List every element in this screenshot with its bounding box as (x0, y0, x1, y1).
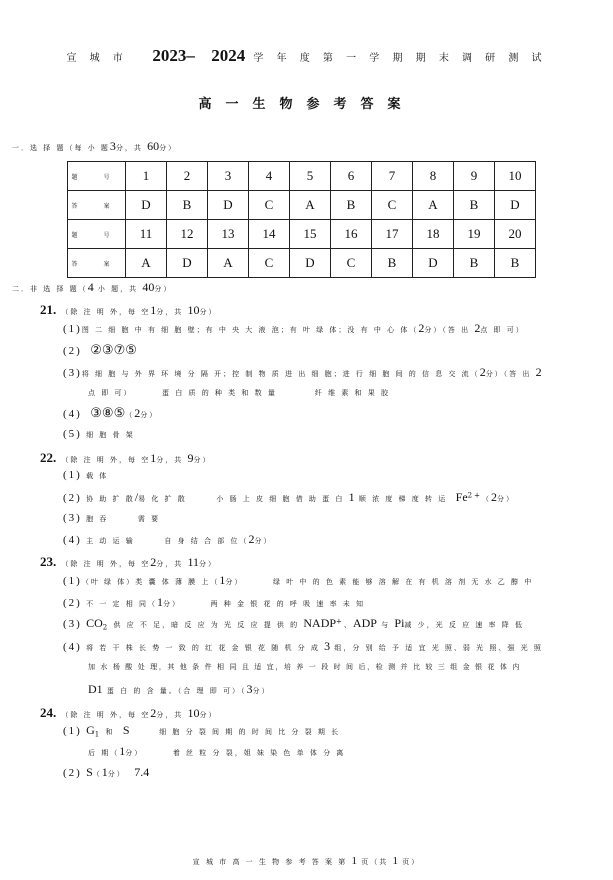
question-number: 8 (413, 162, 454, 191)
question-23-heading: 23. （除 注 明 外，每 空2分，共 11分） (40, 554, 218, 569)
answer-cell: C (249, 191, 290, 220)
question-number: 3 (208, 162, 249, 191)
answer-cell: A (290, 191, 331, 220)
row-label: 题 号 (68, 162, 126, 191)
question-number: 9 (454, 162, 495, 191)
question-number: 17 (372, 220, 413, 249)
q24-part-1-cont: 后 期（1分） 着 丝 粒 分 裂，姐 妹 染 色 单 体 分 离 (88, 744, 346, 758)
question-number: 7 (372, 162, 413, 191)
question-number: 4 (249, 162, 290, 191)
q23-part-2: (2) 不 一 定 相 同（1分） 两 种 金 银 花 的 呼 吸 速 率 未 知 (63, 595, 366, 609)
question-number: 18 (413, 220, 454, 249)
answer-cell: D (126, 191, 167, 220)
table-row (68, 162, 536, 191)
q23-part-4: (4) 将 若 干 株 长 势 一 致 的 红 花 金 银 花 随 机 分 成 3 组，分 别 给 予 适 宜 光 照、弱 光 照、强 光 照 (63, 639, 543, 653)
exam-title: 宣 城 市 2023– 2024 学 年 度 第 一 学 期 期 末 调 研 测 试 (66, 46, 547, 65)
question-number: 6 (331, 162, 372, 191)
q22-part-1: (1) 载 体 (63, 469, 109, 481)
table-row (68, 191, 536, 220)
answer-cell: C (372, 191, 413, 220)
question-22-heading: 22. （除 注 明 外，每 空1分，共 9分） (40, 450, 212, 465)
page-title: 高一生物参考答案 (198, 97, 415, 112)
question-number: 15 (290, 220, 331, 249)
row-label: 题 号 (68, 220, 126, 249)
question-number: 2 (167, 162, 208, 191)
question-number: 5 (290, 162, 331, 191)
question-number: 13 (208, 220, 249, 249)
q21-part-1: (1)图 二 细 胞 中 有 细 胞 壁；有 中 央 大 液 泡；有 叶 绿 体；没 有 中 心 体（2分）（答 出 2点 即 可） (63, 321, 525, 335)
q21-part-3-cont: 点 即 可） 蛋 白 质 的 种 类 和 数 量 纤 维 素 和 果 胶 (88, 389, 391, 397)
question-21-heading: 21. （除 注 明 外，每 空1分，共 10分） (40, 302, 218, 317)
question-number: 16 (331, 220, 372, 249)
q21-part-2: (2) ②③⑦⑤ (63, 343, 137, 358)
row-label: 答 案 (68, 249, 126, 278)
q24-part-1: (1) $G_1$ 和 S 细 胞 分 裂 间 期 的 时 间 比 分 裂 期 长 (63, 723, 341, 739)
answer-cell: D (290, 249, 331, 278)
q23-part-1: (1)（叶 绿 体）类 囊 体 薄 膜 上（1分） 绿 叶 中 的 色 素 能 够 溶 解 在 有 机 溶 剂 无 水 乙 醇 中 (63, 573, 534, 587)
row-label: 答 案 (68, 191, 126, 220)
q23-part-3: (3) $CO_2$ 供 应 不 足，暗 反 应 为 光 反 应 提 供 的 NADP+、ADP 与 Pi减 少，光 反 应 速 率 降 低 (63, 616, 524, 632)
q22-part-4: (4) 主 动 运 输 自 身 结 合 部 位（2分） (63, 532, 273, 546)
answer-cell: D (208, 191, 249, 220)
answer-cell: C (331, 249, 372, 278)
q21-part-3: (3)将 细 胞 与 外 界 环 境 分 隔 开；控 制 物 质 进 出 细 胞；进 行 细 胞 间 的 信 息 交 流（2分）（答 出 2 (63, 365, 542, 379)
question-24-heading: 24. （除 注 明 外，每 空2分，共 10分） (40, 705, 218, 720)
q23-part-4-cont: 加 水 杨 酸 处 理，其 他 条 件 相 同 且 适 宜，培 养 一 段 时 间 后，检 测 并 比 较 三 组 金 银 花 体 内 (88, 663, 521, 671)
q21-part-4: (4) ③⑧⑤（2分） (63, 406, 159, 421)
table-row (68, 249, 536, 278)
answer-cell: B (454, 191, 495, 220)
answer-cell: B (331, 191, 372, 220)
question-number: 10 (495, 162, 536, 191)
question-number: 19 (454, 220, 495, 249)
q21-part-5: (5) 细 胞 骨 架 (63, 428, 135, 440)
section-2-heading: 二．非 选 择 题（4 小 题，共 40分） (12, 280, 173, 294)
page-footer: 宣 城 市 高 一 生 物 参 考 答 案 第 1 页（共 1 页） (192, 855, 421, 867)
answer-cell: B (372, 249, 413, 278)
answer-cell: B (454, 249, 495, 278)
q22-part-3: (3) 胞 吞 需 要 (63, 512, 161, 524)
answer-cell: A (126, 249, 167, 278)
question-number: 11 (126, 220, 167, 249)
answer-cell: C (249, 249, 290, 278)
answer-cell: D (167, 249, 208, 278)
question-number: 14 (249, 220, 290, 249)
answer-cell: D (413, 249, 454, 278)
question-number: 20 (495, 220, 536, 249)
answer-cell: A (208, 249, 249, 278)
section-1-heading: 一．选 择 题（每 小 题3分，共 60分） (12, 139, 178, 153)
answer-cell: D (495, 191, 536, 220)
table-row (68, 220, 536, 249)
q22-part-2: (2) 协 助 扩 散/易 化 扩 散 小 肠 上 皮 细 胞 借 助 蛋 白 1 顺 浓 度 梯 度 转 运 $Fe^{2+}(2$分） (63, 490, 515, 504)
q23-part-4-cont2: D1 蛋 白 的 含 量。（合 理 即 可）（3分） (88, 682, 271, 696)
answer-cell: B (167, 191, 208, 220)
q24-part-2: (2) S（1分） 7.4 (63, 765, 150, 779)
question-number: 12 (167, 220, 208, 249)
question-number: 1 (126, 162, 167, 191)
answer-cell: A (413, 191, 454, 220)
answer-table (67, 161, 536, 278)
answer-cell: B (495, 249, 536, 278)
